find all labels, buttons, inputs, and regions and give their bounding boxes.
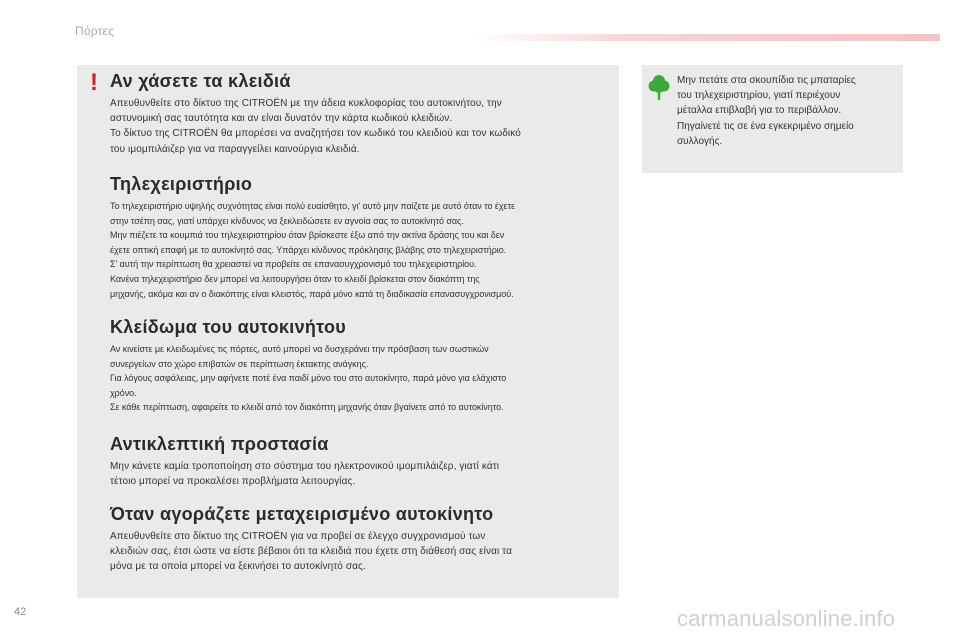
text-line: Μην πιέζετε τα κουμπιά του τηλεχειριστηρίου όταν βρίσκεστε έξω από την ακτίνα δράσης του και δεν xyxy=(110,230,505,241)
text-line: Μην κάνετε καμία τροποποίηση στο σύστημα του ηλεκτρονικού ιμομπιλάιζερ, γιατί κάτι xyxy=(110,461,500,472)
section-body xyxy=(110,96,615,157)
section-body xyxy=(110,199,615,301)
page-number: 42 xyxy=(14,606,27,618)
text-line: έχετε οπτική επαφή με το αυτοκίνητό σας. Υπάρχει κίνδυνος πρόκλησης βλάβης στο τηλεχειριστήριο. xyxy=(110,244,507,255)
text-line: Αν κινείστε με κλειδωμένες τις πόρτες, αυτό μπορεί να δυσχεράνει την πρόσβαση των σωστικών xyxy=(110,344,489,354)
text-line: Πηγαίνετέ τις σε ένα εγκεκριμένο σημείο xyxy=(677,120,854,132)
section-body xyxy=(110,342,615,415)
text-line: αστυνομική σας ταυτότητα και αν είναι δυνατόν την κάρτα κωδικού κλειδιών. xyxy=(110,113,453,125)
section-lost-keys xyxy=(110,70,615,157)
eco-note-text xyxy=(677,73,899,149)
text-line: μόνα με τα οποία μπορεί να ξεκινήσει το αυτοκίνητό σας. xyxy=(110,561,366,573)
text-line: μέταλλα επιβλαβή για το περιβάλλον. xyxy=(677,105,842,117)
section-title: Όταν αγοράζετε μεταχειρισμένο αυτοκίνητο xyxy=(110,504,494,524)
text-line: κλειδιών σας, έτσι ώστε να είστε βέβαιοι ότι τα κλειδιά που έχετε στη διάθεσή σας είναι τα xyxy=(110,546,512,558)
text-line: του τηλεχειριστηρίου, γιατί περιέχουν xyxy=(677,90,841,102)
text-line: Σ' αυτή την περίπτωση θα χρειαστεί να προβείτε σε επανασυγχρονισμό του τηλεχειριστηρίου. xyxy=(110,259,477,270)
text-line: στην τσέπη σας, γιατί υπάρχει κίνδυνος να ξεκλειδώσετε εν αγνοία σας το αυτοκίνητό σας. xyxy=(110,215,464,226)
text-line: μηχανής, ακόμα και αν ο διακόπτης είναι κλειστός, παρά μόνο κατά τη διαδικασία επανασυγχρονισμού. xyxy=(110,288,514,299)
section-title: Τηλεχειριστήριο xyxy=(110,174,253,194)
exclamation-icon: ! xyxy=(90,69,98,96)
text-line: συλλογής. xyxy=(677,135,723,147)
section-body xyxy=(110,529,615,575)
text-line: Το τηλεχειριστήριο υψηλής συχνότητας είναι πολύ ευαίσθητο, γι' αυτό μην παίζετε με αυτό όταν το έχετε xyxy=(110,201,515,211)
section-used-car xyxy=(110,503,615,575)
text-line: Για λόγους ασφάλειας, μην αφήνετε ποτέ ένα παιδί μόνο του στο αυτοκίνητο, παρά μόνο για ελάχιστο xyxy=(110,373,507,384)
text-line: Απευθυνθείτε στο δίκτυο της CITROËN με την άδεια κυκλοφορίας του αυτοκινήτου, την xyxy=(110,98,502,109)
text-line: συνεργείων στο χώρο επιβατών σε περίπτωση έκτακτης ανάγκης. xyxy=(110,358,369,369)
text-line: Απευθυνθείτε στο δίκτυο της CITROËN για να προβεί σε έλεγχο συγχρονισμού των xyxy=(110,531,486,542)
section-title: Αν χάσετε τα κλειδιά xyxy=(110,71,291,91)
leaf-icon xyxy=(648,73,670,101)
section-anti-theft xyxy=(110,433,615,489)
text-line: Σε κάθε περίπτωση, αφαιρείτε το κλειδί από τον διακόπτη μηχανής όταν βγαίνετε από το αυτοκίνητο. xyxy=(110,402,504,413)
text-line: τέτοιο μπορεί να προκαλέσει προβλήματα λειτουργίας. xyxy=(110,476,356,488)
section-remote-control xyxy=(110,173,615,301)
text-line: Κανένα τηλεχειριστήριο δεν μπορεί να λειτουργήσει όταν το κλειδί βρίσκεται στον διακόπτη της xyxy=(110,273,480,284)
section-title: Κλείδωμα του αυτοκινήτου xyxy=(110,317,347,337)
text-line: Το δίκτυο της CITROËN θα μπορέσει να αναζητήσει τον κωδικό του κλειδιού και τον κωδικό xyxy=(110,128,521,140)
text-line: του ιμομπιλάιζερ για να παραγγείλει καινούργια κλειδιά. xyxy=(110,143,360,155)
text-line: Μην πετάτε στα σκουπίδια τις μπαταρίες xyxy=(677,75,856,86)
watermark: carmanualsonline.info xyxy=(677,606,896,631)
header-decoration-bar xyxy=(470,34,940,41)
section-title: Αντικλεπτική προστασία xyxy=(110,434,329,454)
section-vehicle-locking xyxy=(110,316,615,415)
page-header-title: Πόρτες xyxy=(75,24,115,38)
text-line: χρόνο. xyxy=(110,387,137,398)
section-body xyxy=(110,459,615,489)
